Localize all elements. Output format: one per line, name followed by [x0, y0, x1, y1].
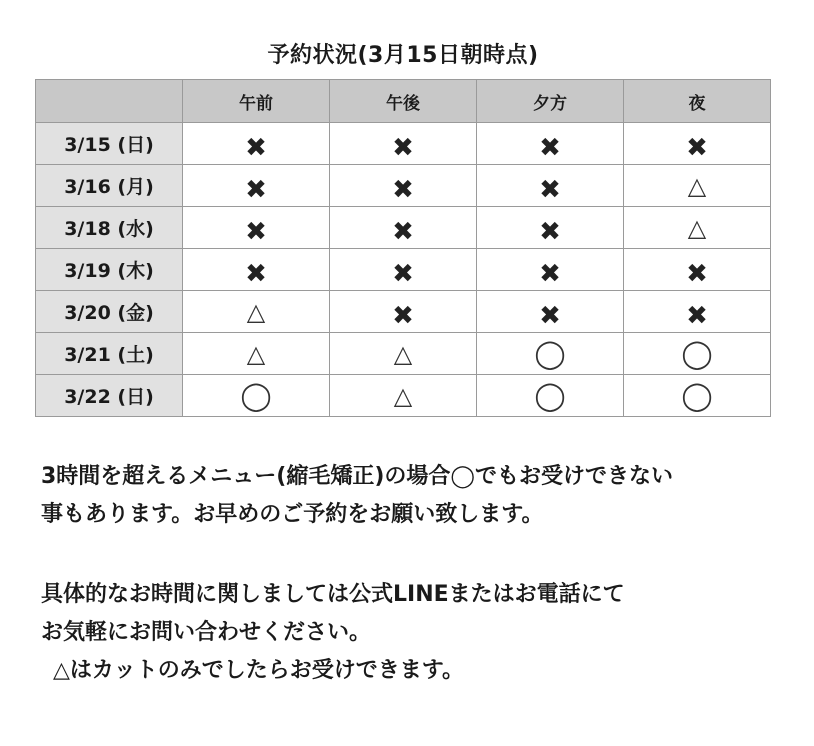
table-row	[36, 207, 771, 249]
slot-cell	[477, 165, 624, 207]
page-title: 予約状況(3月15日朝時点)	[267, 43, 539, 68]
notes-block	[41, 458, 801, 690]
table-row	[36, 165, 771, 207]
availability-mark: ✖	[686, 258, 708, 289]
availability-mark: ✖	[686, 132, 708, 163]
availability-mark: ✖	[245, 132, 267, 163]
row-date: 3/20 (金)	[36, 291, 183, 333]
availability-mark: △	[246, 297, 266, 326]
slot-cell	[183, 123, 330, 165]
slot-cell	[624, 249, 771, 291]
table-header-row	[36, 80, 771, 123]
slot-cell	[477, 291, 624, 333]
availability-mark: ✖	[392, 216, 414, 247]
availability-mark: ◯	[240, 378, 272, 412]
reservation-table	[35, 79, 771, 417]
availability-mark: ✖	[539, 132, 561, 163]
availability-mark: ✖	[245, 174, 267, 205]
availability-mark: ✖	[686, 300, 708, 331]
availability-mark: ✖	[539, 258, 561, 289]
availability-mark: ✖	[392, 174, 414, 205]
slot-cell	[624, 165, 771, 207]
slot-cell	[624, 123, 771, 165]
availability-mark: △	[393, 339, 413, 368]
availability-mark: ◯	[681, 378, 713, 412]
slot-cell	[183, 291, 330, 333]
header-afternoon: 午後	[330, 80, 477, 123]
slot-cell	[330, 123, 477, 165]
availability-mark: ✖	[392, 300, 414, 331]
note-line: △はカットのみでしたらお受けできます。	[53, 658, 464, 683]
slot-cell	[477, 123, 624, 165]
slot-cell	[330, 249, 477, 291]
table-row	[36, 123, 771, 165]
row-date: 3/15 (日)	[36, 123, 183, 165]
slot-cell	[477, 207, 624, 249]
header-night: 夜	[624, 80, 771, 123]
slot-cell	[330, 375, 477, 417]
availability-mark: △	[246, 339, 266, 368]
row-date: 3/18 (水)	[36, 207, 183, 249]
slot-cell	[624, 333, 771, 375]
availability-mark: △	[687, 171, 707, 200]
table-row	[36, 249, 771, 291]
row-date: 3/21 (土)	[36, 333, 183, 375]
availability-mark: ✖	[539, 216, 561, 247]
availability-mark: ✖	[245, 216, 267, 247]
slot-cell	[477, 375, 624, 417]
slot-cell	[477, 333, 624, 375]
availability-mark: △	[393, 381, 413, 410]
row-date: 3/22 (日)	[36, 375, 183, 417]
availability-mark: ✖	[539, 300, 561, 331]
availability-mark: ✖	[539, 174, 561, 205]
slot-cell	[183, 375, 330, 417]
row-date: 3/19 (木)	[36, 249, 183, 291]
table-row	[36, 333, 771, 375]
slot-cell	[624, 375, 771, 417]
slot-cell	[477, 249, 624, 291]
slot-cell	[624, 207, 771, 249]
availability-mark: △	[687, 213, 707, 242]
slot-cell	[330, 207, 477, 249]
note-line: 事もあります。お早めのご予約をお願い致します。	[41, 502, 544, 527]
slot-cell	[330, 291, 477, 333]
slot-cell	[183, 207, 330, 249]
header-corner	[36, 80, 183, 123]
slot-cell	[330, 165, 477, 207]
note-line: お気軽にお問い合わせください。	[41, 620, 372, 645]
availability-mark: ◯	[534, 336, 566, 370]
note-line: 具体的なお時間に関しましては公式LINEまたはお電話にて	[41, 582, 625, 607]
row-date: 3/16 (月)	[36, 165, 183, 207]
availability-mark: ◯	[534, 378, 566, 412]
note-line: 3時間を超えるメニュー(縮毛矯正)の場合◯でもお受けできない	[41, 464, 674, 489]
slot-cell	[624, 291, 771, 333]
slot-cell	[330, 333, 477, 375]
availability-mark: ✖	[245, 258, 267, 289]
availability-mark: ✖	[392, 258, 414, 289]
header-morning: 午前	[183, 80, 330, 123]
note-spacer	[41, 534, 801, 576]
header-evening: 夕方	[477, 80, 624, 123]
slot-cell	[183, 333, 330, 375]
availability-mark: ✖	[392, 132, 414, 163]
table-row	[36, 291, 771, 333]
slot-cell	[183, 165, 330, 207]
slot-cell	[183, 249, 330, 291]
table-row	[36, 375, 771, 417]
availability-mark: ◯	[681, 336, 713, 370]
